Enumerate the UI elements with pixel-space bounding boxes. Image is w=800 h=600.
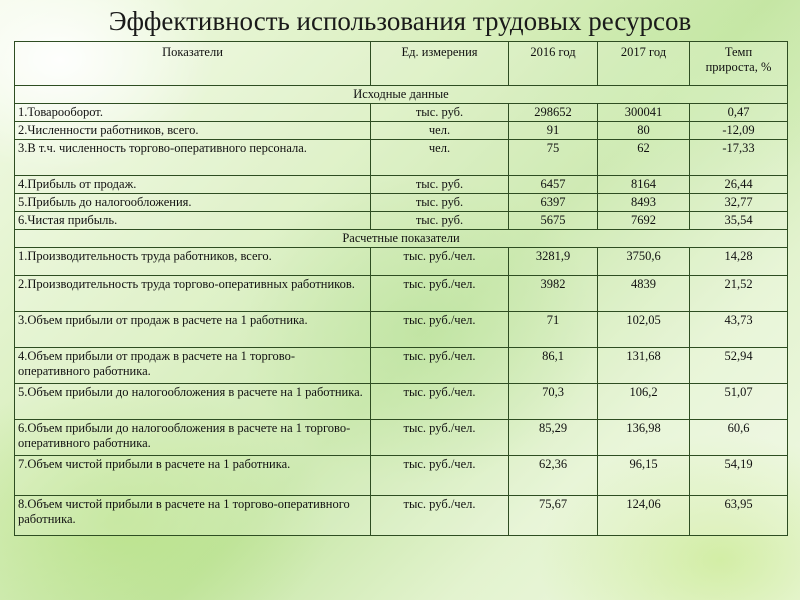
cell-growth: 0,47 xyxy=(690,104,788,122)
section-source-label: Исходные данные xyxy=(15,86,788,104)
section-calc-label: Расчетные показатели xyxy=(15,230,788,248)
cell-unit: чел. xyxy=(371,122,509,140)
cell-unit: тыс. руб./чел. xyxy=(371,420,509,456)
cell-growth: 26,44 xyxy=(690,176,788,194)
cell-2017: 300041 xyxy=(598,104,690,122)
cell-2017: 131,68 xyxy=(598,348,690,384)
cell-unit: тыс. руб. xyxy=(371,212,509,230)
cell-unit: тыс. руб./чел. xyxy=(371,312,509,348)
cell-indicator: 3.Объем прибыли от продаж в расчете на 1 работника. xyxy=(15,312,371,348)
cell-2016: 5675 xyxy=(509,212,598,230)
cell-growth: 35,54 xyxy=(690,212,788,230)
cell-2016: 91 xyxy=(509,122,598,140)
cell-2017: 7692 xyxy=(598,212,690,230)
cell-growth: 51,07 xyxy=(690,384,788,420)
cell-growth: 21,52 xyxy=(690,276,788,312)
cell-2016: 6457 xyxy=(509,176,598,194)
cell-2016: 71 xyxy=(509,312,598,348)
table-row xyxy=(15,348,788,384)
resources-table xyxy=(14,41,788,536)
cell-indicator: 2.Производительность труда торгово-оперативных работников. xyxy=(15,276,371,312)
header-growth-line1: Темп xyxy=(724,45,753,59)
page-title: Эффективность использования трудовых ресурсов xyxy=(108,6,692,36)
table-row xyxy=(15,248,788,276)
cell-2017: 106,2 xyxy=(598,384,690,420)
table-row xyxy=(15,104,788,122)
header-unit: Ед. измерения xyxy=(371,42,509,86)
cell-indicator: 1.Производительность труда работников, всего. xyxy=(15,248,371,276)
cell-indicator: 2.Численности работников, всего. xyxy=(15,122,371,140)
header-2016: 2016 год xyxy=(509,42,598,86)
header-growth xyxy=(690,42,788,86)
table-row xyxy=(15,194,788,212)
cell-2016: 3281,9 xyxy=(509,248,598,276)
cell-2017: 136,98 xyxy=(598,420,690,456)
cell-growth: 63,95 xyxy=(690,496,788,536)
cell-unit: чел. xyxy=(371,140,509,176)
cell-indicator: 4.Объем прибыли от продаж в расчете на 1 торгово-оперативного работника. xyxy=(15,348,371,384)
cell-2017: 4839 xyxy=(598,276,690,312)
cell-indicator: 7.Объем чистой прибыли в расчете на 1 работника. xyxy=(15,456,371,496)
table-row xyxy=(15,122,788,140)
header-2017: 2017 год xyxy=(598,42,690,86)
cell-unit: тыс. руб./чел. xyxy=(371,276,509,312)
header-growth-line2: прироста, % xyxy=(705,60,772,74)
cell-unit: тыс. руб. xyxy=(371,176,509,194)
cell-growth: -17,33 xyxy=(690,140,788,176)
cell-2017: 124,06 xyxy=(598,496,690,536)
cell-2017: 80 xyxy=(598,122,690,140)
cell-indicator: 5.Объем прибыли до налогообложения в расчете на 1 работника. xyxy=(15,384,371,420)
cell-growth: 32,77 xyxy=(690,194,788,212)
cell-2017: 62 xyxy=(598,140,690,176)
section-source-row xyxy=(15,86,788,104)
section-calc-row xyxy=(15,230,788,248)
cell-2017: 96,15 xyxy=(598,456,690,496)
cell-indicator: 5.Прибыль до налогообложения. xyxy=(15,194,371,212)
cell-indicator: 4.Прибыль от продаж. xyxy=(15,176,371,194)
cell-2017: 8493 xyxy=(598,194,690,212)
cell-2016: 86,1 xyxy=(509,348,598,384)
header-row xyxy=(15,42,788,86)
cell-unit: тыс. руб./чел. xyxy=(371,496,509,536)
cell-2016: 6397 xyxy=(509,194,598,212)
cell-2016: 70,3 xyxy=(509,384,598,420)
table-row xyxy=(15,496,788,536)
cell-indicator: 6.Объем прибыли до налогообложения в расчете на 1 торгово-оперативного работника. xyxy=(15,420,371,456)
cell-unit: тыс. руб./чел. xyxy=(371,384,509,420)
table-row xyxy=(15,176,788,194)
cell-2016: 75,67 xyxy=(509,496,598,536)
table-row xyxy=(15,312,788,348)
cell-growth: 60,6 xyxy=(690,420,788,456)
cell-2017: 3750,6 xyxy=(598,248,690,276)
table-row xyxy=(15,140,788,176)
cell-growth: 54,19 xyxy=(690,456,788,496)
cell-growth: 52,94 xyxy=(690,348,788,384)
cell-indicator: 3.В т.ч. численность торгово-оперативного персонала. xyxy=(15,140,371,176)
cell-growth: -12,09 xyxy=(690,122,788,140)
cell-2016: 85,29 xyxy=(509,420,598,456)
cell-unit: тыс. руб. xyxy=(371,104,509,122)
cell-2016: 298652 xyxy=(509,104,598,122)
table-row xyxy=(15,384,788,420)
cell-growth: 43,73 xyxy=(690,312,788,348)
cell-indicator: 8.Объем чистой прибыли в расчете на 1 торгово-оперативного работника. xyxy=(15,496,371,536)
header-indicator: Показатели xyxy=(15,42,371,86)
cell-2017: 8164 xyxy=(598,176,690,194)
cell-unit: тыс. руб./чел. xyxy=(371,248,509,276)
cell-growth: 14,28 xyxy=(690,248,788,276)
cell-indicator: 6.Чистая прибыль. xyxy=(15,212,371,230)
cell-unit: тыс. руб./чел. xyxy=(371,456,509,496)
cell-2016: 62,36 xyxy=(509,456,598,496)
cell-unit: тыс. руб./чел. xyxy=(371,348,509,384)
table-row xyxy=(15,276,788,312)
cell-unit: тыс. руб. xyxy=(371,194,509,212)
table-row xyxy=(15,212,788,230)
cell-2016: 3982 xyxy=(509,276,598,312)
cell-2016: 75 xyxy=(509,140,598,176)
cell-indicator: 1.Товарооборот. xyxy=(15,104,371,122)
cell-2017: 102,05 xyxy=(598,312,690,348)
table-row xyxy=(15,456,788,496)
table-row xyxy=(15,420,788,456)
